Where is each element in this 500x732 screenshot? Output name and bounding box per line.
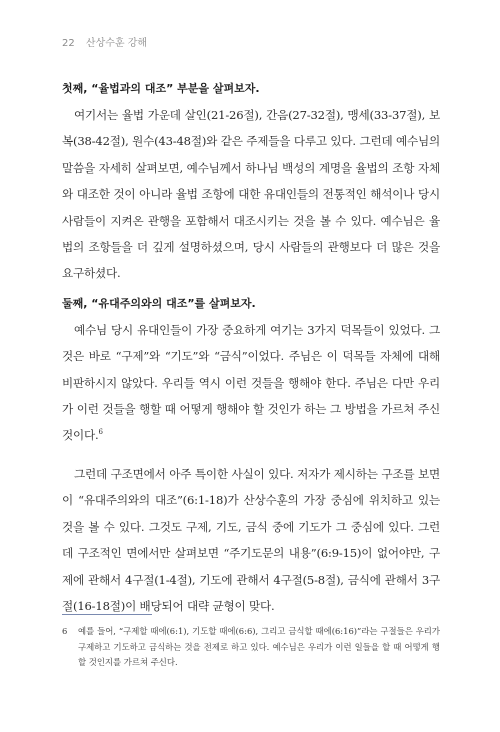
paragraph-1: 여기서는 율법 가운데 살인(21-26절), 간음(27-32절), 맹세(33-37절), 보복(38-42절), 원수(43-48절)와 같은 주제들을 다루고 있다. 그런데 예수님의 말씀을 자세히 살펴보면, 예수님께서 하나님 백성의 계명을 율법의 조항 자체와 대조한 것이 아니라 율법 조항에 대한 유대인들의 전통적인 해석이나 당시 사람들이 지켜온 관행을 포함해서 대조시키는 것을 볼 수 있다. 예수님은 율법의 조항들을 더 깊게 설명하셨으며, 당시 사람들의 관행보다 더 많은 것을 요구하셨다. bbox=[62, 108, 440, 281]
page-number: 22 bbox=[62, 38, 75, 49]
section-heading-2: 둘째, “유대주의와의 대조”를 살펴보자. bbox=[62, 296, 256, 310]
footnote-divider bbox=[62, 614, 152, 615]
paragraph-2 bbox=[62, 317, 440, 449]
footnote-reference[interactable]: 6 bbox=[98, 428, 103, 437]
section-heading-1: 첫째, “율법과의 대조” 부분을 살펴보자. bbox=[62, 82, 260, 95]
body-content bbox=[62, 80, 440, 619]
running-title: 산상수훈 강해 bbox=[85, 38, 148, 49]
footnote-number: 6 bbox=[62, 626, 68, 636]
footnote-text: 예를 들어, “구제할 때에(6:1), 기도할 때에(6:6), 그리고 금식할 때에(6:16)”라는 구절들은 우리가 구제하고 기도하고 금식하는 것을 전제로 하고 있다. 예수님은 우리가 이런 일들을 할 때 어떻게 행할 것인지를 가르쳐 주신다. bbox=[78, 626, 440, 667]
paragraph-2-text: 예수님 당시 유대인들이 가장 중요하게 여기는 3가지 덕목들이 있었다. 그것은 바로 “구제”와 “기도”와 “금식”이었다. 주님은 이 덕목들 자체에 대해 비판하시지 않았다. 우리들 역시 이런 것들을 행해야 한다. 주님은 다만 우리가 이런 것들을 행할 때 어떻게 행해야 할 것인가 하는 그 방법을 가르쳐 주신 것이다. bbox=[62, 322, 440, 443]
footnote bbox=[62, 624, 440, 671]
paragraph-3: 그런데 구조면에서 아주 특이한 사실이 있다. 저자가 제시하는 구조를 보면 이 “유대주의와의 대조”(6:1-18)가 산상수훈의 가장 중심에 위치하고 있는 것을 볼 수 있다. 그것도 구제, 기도, 금식 중에 기도가 그 중심에 있다. 그런데 구조적인 면에서만 살펴보면 “주기도문의 내용”(6:9-15)이 없어야만, 구제에 관해서 4구절(1-4절), 기도에 관해서 4구절(5-8절), 금식에 관해서 3구절(16-18절)이 배당되어 대략 균형이 맞다. bbox=[62, 466, 440, 613]
running-header bbox=[62, 34, 147, 49]
